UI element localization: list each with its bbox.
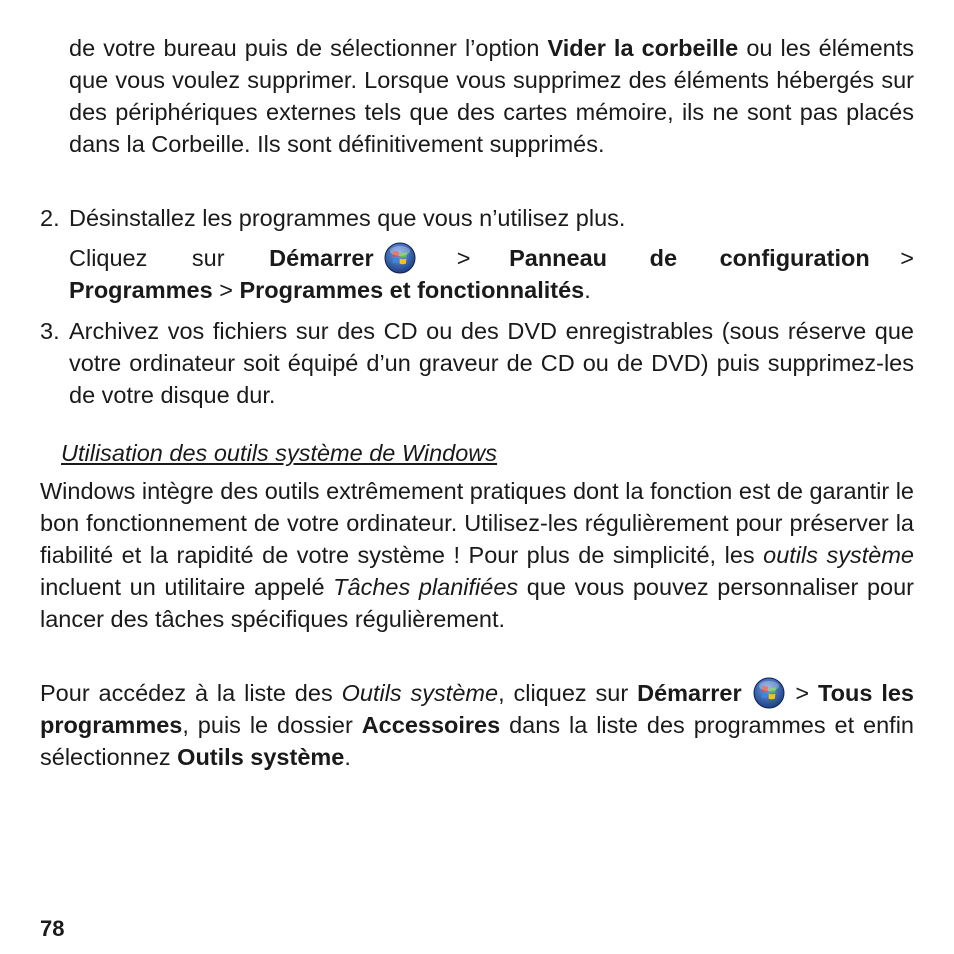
text: Windows intègre des outils extrêmement pratiques dont la fonction est de garantir le bon fonctionnement de votre ordinateur. Utilisez-les régulièrement pour préserver la fiabilité et la rapidité de votre système ! Pour plus de simplicité, les — [40, 478, 914, 568]
section-heading: Utilisation des outils système de Windows — [61, 440, 498, 466]
text: Pour accédez à la liste des — [40, 680, 342, 706]
bold-term: Outils système — [177, 744, 345, 770]
text: que vous pouvez personnaliser pour lancer des tâches spécifiques régulièrement. — [40, 574, 914, 632]
list-item-archive: Archivez vos fichiers sur des CD ou des DVD enregistrables (sous réserve que votre ordinateur soit équipé d’un graveur de CD ou de DVD) puis supprimez-les de votre disque dur. — [69, 318, 914, 408]
text: Cliquez sur — [69, 245, 270, 271]
text: ou les éléments que vous voulez supprimer. Lorsque vous supprimez des éléments hébergés sur des périphériques externes tels que des cartes mémoire, ils ne sont pas placés dans la Corbeille. Ils sont définitivement supprimés. — [69, 35, 914, 157]
paragraph-system-tools-intro — [40, 475, 914, 635]
italic-term: Outils système — [341, 680, 499, 706]
separator: > — [418, 245, 510, 271]
bold-term: Tous les programmes — [40, 680, 915, 738]
bold-term: Panneau de configuration — [509, 245, 870, 271]
list-number: 3. — [40, 318, 60, 344]
paragraph-control-panel-path — [69, 242, 914, 306]
bold-term: Programmes et fonctionnalités — [239, 277, 585, 303]
separator: > — [212, 277, 240, 303]
separator: > — [786, 680, 819, 706]
windows-start-orb-icon — [753, 677, 785, 709]
list-number: 2. — [40, 205, 60, 231]
text: , cliquez sur — [498, 680, 638, 706]
text: incluent un utilitaire appelé — [40, 574, 334, 600]
text: . — [584, 277, 591, 303]
italic-term: Tâches planifiées — [333, 574, 519, 600]
paragraph-empty-recycle-bin — [69, 32, 914, 160]
text: . — [344, 744, 351, 770]
page-number: 78 — [40, 916, 65, 941]
text: de votre bureau puis de sélectionner l’option — [69, 35, 548, 61]
bold-term: Programmes — [69, 277, 213, 303]
bold-term: Démarrer — [269, 245, 374, 271]
bold-term: Accessoires — [361, 712, 501, 738]
windows-start-orb-icon — [384, 242, 416, 274]
italic-term: outils système — [763, 542, 914, 568]
separator: > — [869, 245, 914, 271]
paragraph-system-tools-path — [40, 677, 914, 773]
bold-term: Démarrer — [637, 680, 742, 706]
bold-term: Vider la corbeille — [547, 35, 739, 61]
text: , puis le dossier — [182, 712, 362, 738]
list-item-uninstall: Désinstallez les programmes que vous n’utilisez plus. — [69, 205, 626, 231]
text: dans la liste des programmes et enfin sélectionnez — [40, 712, 914, 770]
